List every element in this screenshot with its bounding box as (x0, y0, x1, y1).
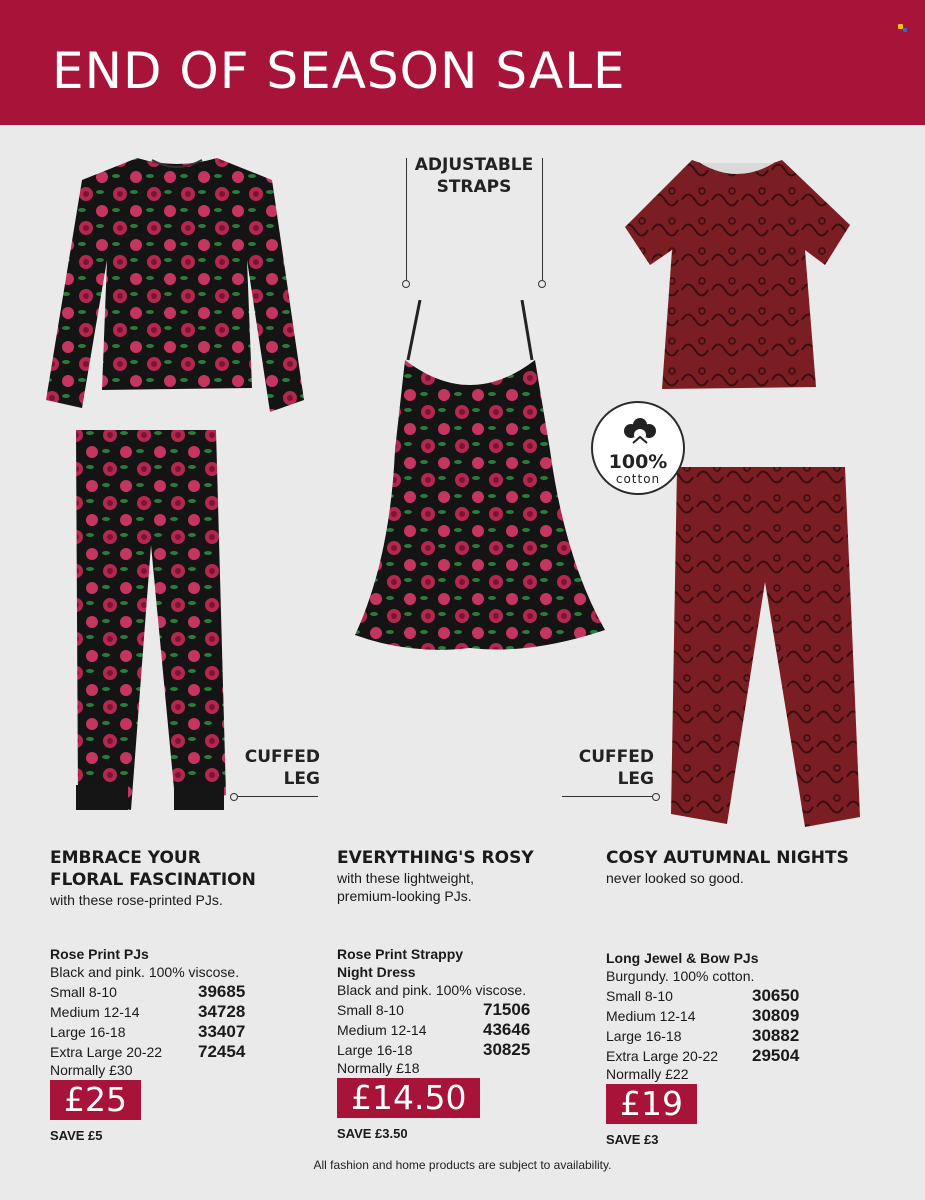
callout-marker (538, 280, 546, 288)
callout-cuffed-leg-left: CUFFED LEG (244, 747, 320, 789)
product-rose-print-night-dress (337, 847, 567, 1141)
normal-price: Normally £30 (50, 1062, 133, 1078)
callout-marker (652, 793, 660, 801)
size-label: Large 16-18 (50, 1024, 126, 1040)
badge-percent: 100% (608, 451, 668, 473)
banner-title: END OF SEASON SALE (52, 42, 626, 100)
size-row (50, 1002, 280, 1022)
callout-marker (230, 793, 238, 801)
callout-line (562, 796, 654, 797)
size-row (606, 986, 866, 1006)
sale-price: £25 (50, 1080, 141, 1120)
size-row (50, 982, 280, 1002)
cotton-icon (621, 413, 659, 449)
size-row (606, 1046, 866, 1066)
size-row (337, 1020, 567, 1040)
tagline: with these rose-printed PJs. (50, 892, 223, 908)
size-label: Small 8-10 (337, 1002, 404, 1018)
size-label: Large 16-18 (606, 1028, 682, 1044)
product-code: 33407 (198, 1022, 246, 1041)
size-row (606, 1026, 866, 1046)
jewel-bow-pj-top-image (620, 155, 855, 395)
headline: EMBRACE YOUR (50, 848, 201, 868)
size-label: Extra Large 20-22 (606, 1048, 719, 1064)
product-name: Rose Print PJs (50, 946, 149, 962)
sale-price: £14.50 (337, 1078, 480, 1118)
brand-mark-icon-2 (903, 28, 907, 32)
product-code: 30825 (483, 1040, 531, 1059)
normal-price: Normally £22 (606, 1066, 689, 1082)
product-description: Black and pink. 100% viscose. (50, 964, 240, 980)
product-name: Rose Print Strappy (337, 946, 464, 962)
product-description: Burgundy. 100% cotton. (606, 968, 755, 984)
badge-material: cotton (615, 472, 661, 486)
size-label: Large 16-18 (337, 1042, 413, 1058)
callout-marker (402, 280, 410, 288)
product-code: 30650 (752, 986, 800, 1005)
product-long-jewel-bow-pjs (606, 847, 866, 1147)
product-name: Night Dress (337, 964, 416, 980)
saving: SAVE £3 (606, 1132, 659, 1147)
product-name: Long Jewel & Bow PJs (606, 950, 759, 966)
tagline: with these lightweight, (337, 870, 474, 886)
size-row (337, 1000, 567, 1020)
size-label: Medium 12-14 (337, 1022, 427, 1038)
size-row (50, 1022, 280, 1042)
tagline: never looked so good. (606, 870, 744, 886)
product-code: 30882 (752, 1026, 800, 1045)
saving: SAVE £5 (50, 1128, 103, 1143)
headline: EVERYTHING'S ROSY (337, 848, 534, 868)
product-code: 71506 (483, 1000, 531, 1019)
size-label: Small 8-10 (50, 984, 117, 1000)
callout-cuffed-leg-right: CUFFED LEG (578, 747, 654, 789)
product-code: 29504 (752, 1046, 800, 1065)
product-code: 39685 (198, 982, 246, 1001)
headline: FLORAL FASCINATION (50, 870, 256, 890)
size-label: Medium 12-14 (50, 1004, 140, 1020)
rose-print-night-dress-image (350, 300, 610, 660)
size-row (50, 1042, 280, 1062)
sale-banner (0, 0, 925, 125)
callout-line (542, 158, 543, 280)
size-label: Small 8-10 (606, 988, 673, 1004)
callout-adjustable-straps: ADJUSTABLE STRAPS (414, 155, 534, 197)
product-code: 43646 (483, 1020, 531, 1039)
product-code: 30809 (752, 1006, 800, 1025)
cotton-badge (591, 401, 685, 495)
availability-note: All fashion and home products are subject to availability. (313, 1158, 612, 1172)
size-row (337, 1040, 567, 1060)
size-label: Medium 12-14 (606, 1008, 696, 1024)
product-code: 72454 (198, 1042, 246, 1061)
size-label: Extra Large 20-22 (50, 1044, 163, 1060)
jewel-bow-pj-trousers-image (665, 462, 865, 830)
saving: SAVE £3.50 (337, 1126, 408, 1141)
callout-line (406, 158, 407, 280)
sale-price: £19 (606, 1084, 697, 1124)
callout-line (236, 796, 318, 797)
normal-price: Normally £18 (337, 1060, 420, 1076)
product-description: Black and pink. 100% viscose. (337, 982, 527, 998)
rose-print-pj-trousers-image (66, 425, 236, 815)
product-rose-print-pjs (50, 847, 280, 1143)
size-row (606, 1006, 866, 1026)
rose-print-pj-top-image (42, 150, 312, 420)
headline: COSY AUTUMNAL NIGHTS (606, 848, 849, 868)
tagline: premium-looking PJs. (337, 888, 472, 904)
product-code: 34728 (198, 1002, 246, 1021)
